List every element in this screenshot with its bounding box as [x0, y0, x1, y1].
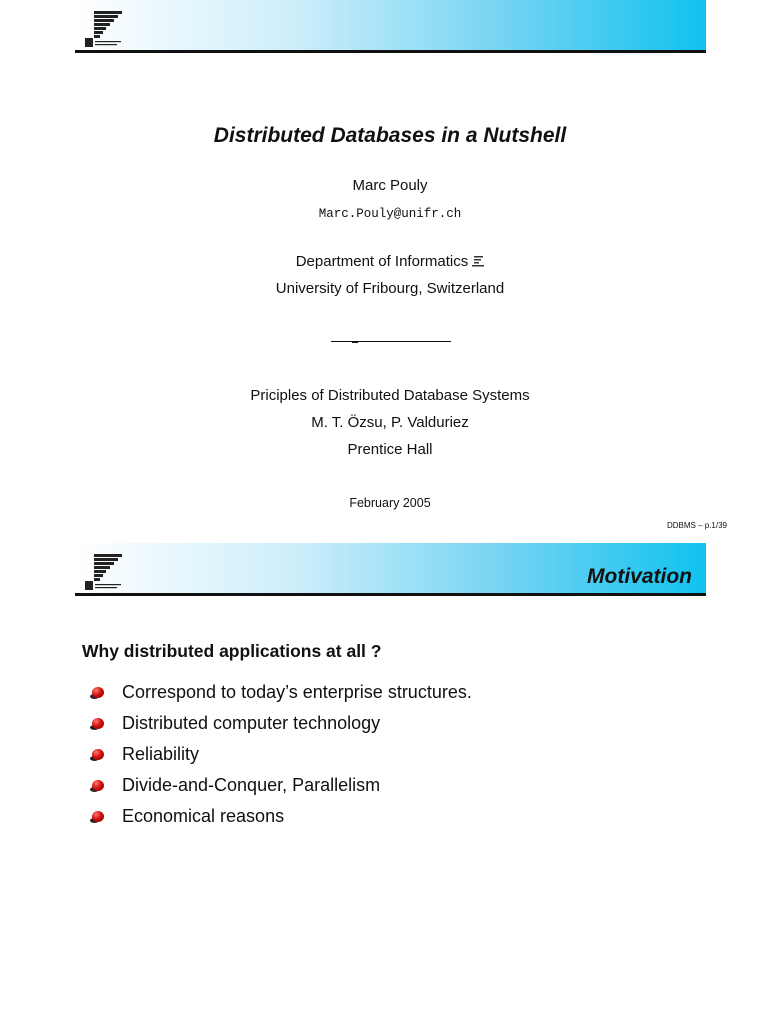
section-heading: Why distributed applications at all ? — [82, 641, 382, 661]
slide-header — [75, 0, 706, 53]
bullet-text: Reliability — [122, 744, 200, 764]
list-item — [90, 680, 472, 711]
slide-title: Motivation — [587, 565, 692, 588]
bullet-ball-icon — [92, 749, 104, 760]
university-logo-icon — [84, 553, 124, 591]
author-name: Marc Pouly — [352, 177, 428, 194]
list-item — [90, 804, 472, 835]
divider-accent — [352, 341, 358, 343]
bullet-ball-icon — [92, 687, 104, 698]
bullet-text: Economical reasons — [122, 806, 285, 826]
bullet-list — [90, 680, 472, 835]
bullet-ball-icon — [92, 718, 104, 729]
department-label: Department of Informatics — [295, 253, 469, 270]
list-item — [90, 773, 472, 804]
department — [0, 253, 768, 270]
bullet-text: Divide-and-Conquer, Parallelism — [122, 775, 381, 795]
bullet-text: Distributed computer technology — [122, 713, 381, 733]
university-logo-icon — [84, 10, 124, 48]
book-title: Priciples of Distributed Database Systems — [250, 387, 530, 404]
author-email: Marc.Pouly@unifr.ch — [318, 207, 462, 221]
divider — [331, 341, 451, 342]
presentation-date: February 2005 — [349, 496, 431, 510]
slide-motivation — [0, 540, 768, 1024]
informatics-logo-icon — [472, 256, 484, 268]
university: University of Fribourg, Switzerland — [275, 280, 505, 297]
publisher: Prentice Hall — [347, 441, 433, 458]
list-item — [90, 711, 472, 742]
presentation-title: Distributed Databases in a Nutshell — [213, 124, 567, 147]
bullet-ball-icon — [92, 780, 104, 791]
book-authors: M. T. Özsu, P. Valduriez — [311, 414, 469, 431]
list-item — [90, 742, 472, 773]
page-number: DDBMS – p.1/39 — [666, 521, 727, 530]
slide-header — [75, 543, 706, 596]
bullet-text: Correspond to today’s enterprise structures. — [122, 682, 472, 702]
bullet-ball-icon — [92, 811, 104, 822]
